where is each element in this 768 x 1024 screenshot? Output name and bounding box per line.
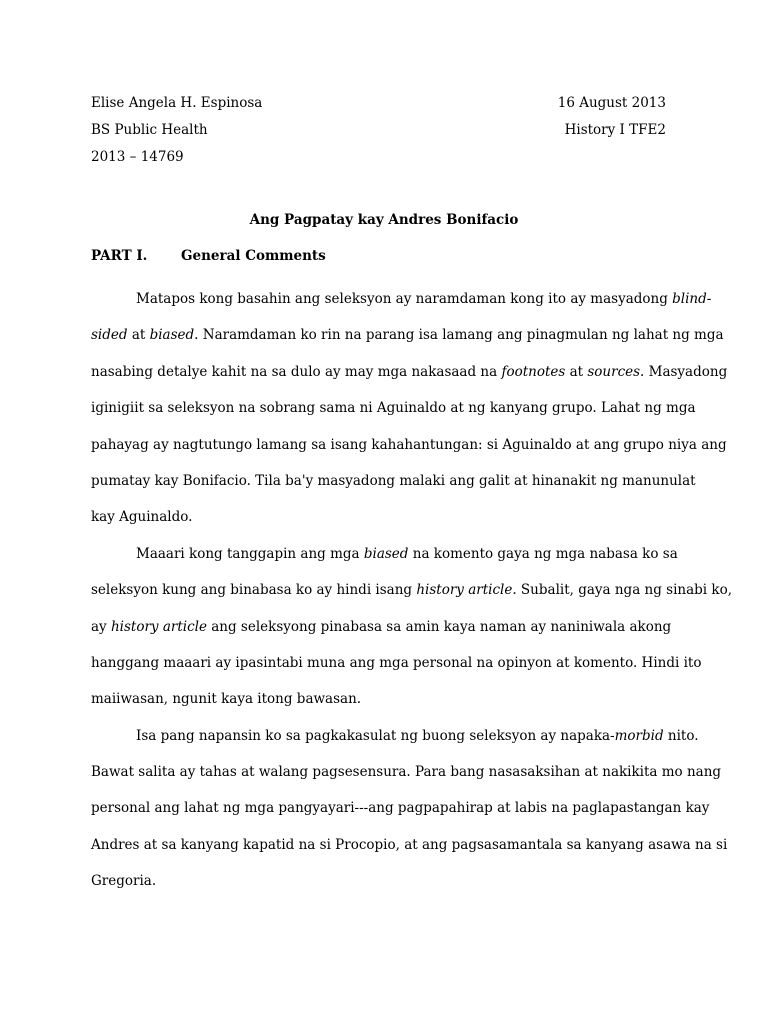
text-run: kay Aguinaldo.	[91, 509, 193, 526]
text-line	[91, 645, 702, 681]
section-heading	[91, 248, 326, 264]
text-line	[91, 317, 724, 353]
text-run: Subalit, gaya nga ng sinabi ko,	[516, 582, 733, 599]
text-run: ay	[91, 618, 111, 635]
text-run: nito.	[663, 727, 699, 744]
text-run: . Naramdaman ko rin na parang isa lamang ang pinagmulan ng lahat ng mga	[194, 327, 724, 344]
text-run: iginigiit sa seleksyon na sobrang sama ni Aguinaldo at ng kanyang grupo. Lahat ng mga	[91, 400, 696, 417]
italic-text: blind-	[672, 291, 712, 307]
text-line	[91, 390, 696, 426]
text-line	[91, 499, 676, 535]
italic-text: footnotes	[501, 363, 566, 380]
text-run: Andres at sa kanyang kapatid na si Procopio, at ang pagsasamantala sa kanyang asawa na si	[91, 836, 728, 853]
italic-text: history article	[110, 618, 207, 635]
italic-text: sided	[91, 327, 128, 344]
text-line	[91, 463, 696, 499]
text-run: Maaari kong tanggapin ang mga	[136, 545, 364, 562]
text-run: pumatay kay Bonifacio. Tila ba'y masyadong malaki ang galit at hinanakit ng manunulat	[91, 472, 696, 489]
text-line	[91, 281, 712, 317]
text-line	[91, 572, 733, 608]
text-run: Masyadong	[644, 363, 728, 380]
text-run: at	[127, 327, 150, 344]
text-line	[91, 718, 699, 754]
text-run: ang seleksyong pinabasa sa amin kaya naman ay naniniwala akong	[206, 618, 672, 635]
text-line	[91, 427, 727, 463]
text-line	[91, 354, 728, 390]
body-text	[91, 281, 733, 900]
text-run: pahayag ay nagtutungo lamang sa isang kahahantungan: si Aguinaldo at ang grupo niya ang	[91, 436, 727, 453]
italic-text: sources.	[587, 363, 645, 380]
italic-text: biased	[363, 545, 409, 562]
italic-text: history article.	[416, 582, 517, 599]
text-run: na komento gaya ng mga nabasa ko sa	[408, 545, 678, 562]
subject-code: History I TFE2	[564, 122, 666, 138]
text-line	[91, 790, 710, 826]
italic-text: biased	[149, 327, 195, 344]
text-run: hanggang maaari ay ipasintabi muna ang mga personal na opinyon at komento. Hindi ito	[91, 654, 702, 671]
document-title: Ang Pagpatay kay Andres Bonifacio	[249, 212, 519, 228]
text-run: Gregoria.	[91, 873, 157, 890]
text-line	[91, 754, 722, 790]
document-date: 16 August 2013	[557, 95, 666, 111]
text-line	[91, 681, 676, 717]
text-line	[91, 536, 676, 572]
text-line	[91, 827, 728, 863]
text-line	[91, 609, 676, 645]
italic-text: morbid	[614, 727, 664, 744]
text-run: Matapos kong basahin ang seleksyon ay naramdaman kong ito ay masyadong	[136, 291, 673, 307]
text-run: Isa pang napansin ko sa pagkakasulat ng buong seleksyon ay napaka-	[136, 727, 615, 744]
course-name: BS Public Health	[91, 122, 208, 138]
text-run: seleksyon kung ang binabasa ko ay hindi isang	[91, 582, 417, 599]
section-number: PART I.	[91, 248, 148, 264]
text-run: nasabing detalye kahit na sa dulo ay may mga nakasaad na	[91, 363, 502, 380]
text-run: Bawat salita ay tahas at walang pagsesensura. Para bang nasasaksihan at nakikita mo nang	[91, 764, 722, 781]
text-line	[91, 863, 676, 899]
text-run: at	[565, 363, 588, 380]
author-name: Elise Angela H. Espinosa	[91, 95, 263, 111]
text-run: maiiwasan, ngunit kaya itong bawasan.	[91, 691, 362, 708]
student-number: 2013 – 14769	[91, 149, 184, 165]
text-run: personal ang lahat ng mga pangyayari---ang pagpapahirap at labis na paglapastangan kay	[91, 800, 710, 817]
section-title: General Comments	[181, 248, 326, 264]
